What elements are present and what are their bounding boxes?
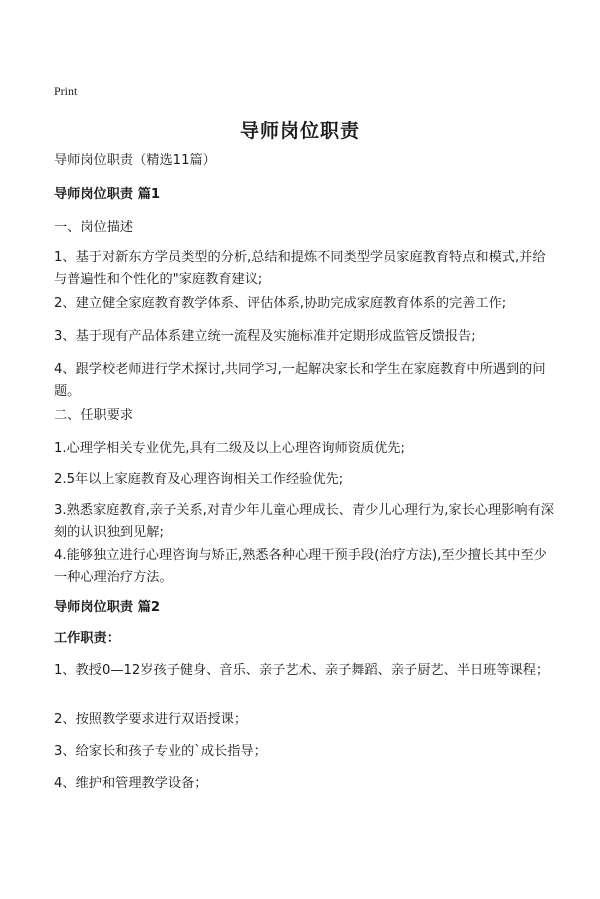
section1-part2-title: 二、任职要求: [54, 408, 134, 423]
section1-item-4: 4、跟学校老师进行学术探讨,共同学习,一起解决家长和学生在家庭教育中所遇到的问题。: [54, 362, 546, 399]
requirement-4: 4.能够独立进行心理咨询与矫正,熟悉各种心理干预手段(治疗方法),至少擅长其中至少一种心理治疗方法。: [54, 548, 547, 585]
section1-item-3: 3、基于现有产品体系建立统一流程及实施标准并定期形成监管反馈报告;: [54, 329, 476, 344]
duty-item-1: 1、教授0—12岁孩子健身、音乐、亲子艺术、亲子舞蹈、亲子厨艺、半日班等课程；: [54, 663, 550, 678]
requirement-1: 1.心理学相关专业优先,具有二级及以上心理咨询师资质优先;: [54, 441, 405, 456]
section1-heading: 导师岗位职责 篇1: [54, 187, 161, 202]
document-title: 导师岗位职责: [239, 120, 360, 142]
duty-item-3: 3、给家长和孩子专业的`成长指导；: [54, 744, 267, 759]
section1-item-1: 1、基于对新东方学员类型的分析,总结和提炼不同类型学员家庭教育特点和模式,并给与普遍性和个性化的"家庭教育建议;: [54, 250, 546, 287]
requirement-3: 3.熟悉家庭教育,亲子关系,对青少年儿童心理成长、青少儿心理行为,家长心理影响有深刻的认识独到见解;: [54, 503, 554, 540]
duty-item-2: 2、按照教学要求进行双语授课；: [54, 712, 248, 727]
section1-part1-title: 一、岗位描述: [54, 220, 134, 235]
section1-item-2: 2、建立健全家庭教育教学体系、评估体系,协助完成家庭教育体系的完善工作;: [54, 296, 507, 311]
section2-heading: 导师岗位职责 篇2: [54, 600, 161, 615]
print-link[interactable]: Print: [54, 84, 78, 98]
document-subtitle: 导师岗位职责（精选11篇）: [54, 153, 216, 168]
duty-item-4: 4、维护和管理教学设备；: [54, 776, 208, 791]
section2-duty-title: 工作职责：: [54, 631, 120, 646]
requirement-2: 2.5年以上家庭教育及心理咨询相关工作经验优先;: [54, 472, 344, 487]
